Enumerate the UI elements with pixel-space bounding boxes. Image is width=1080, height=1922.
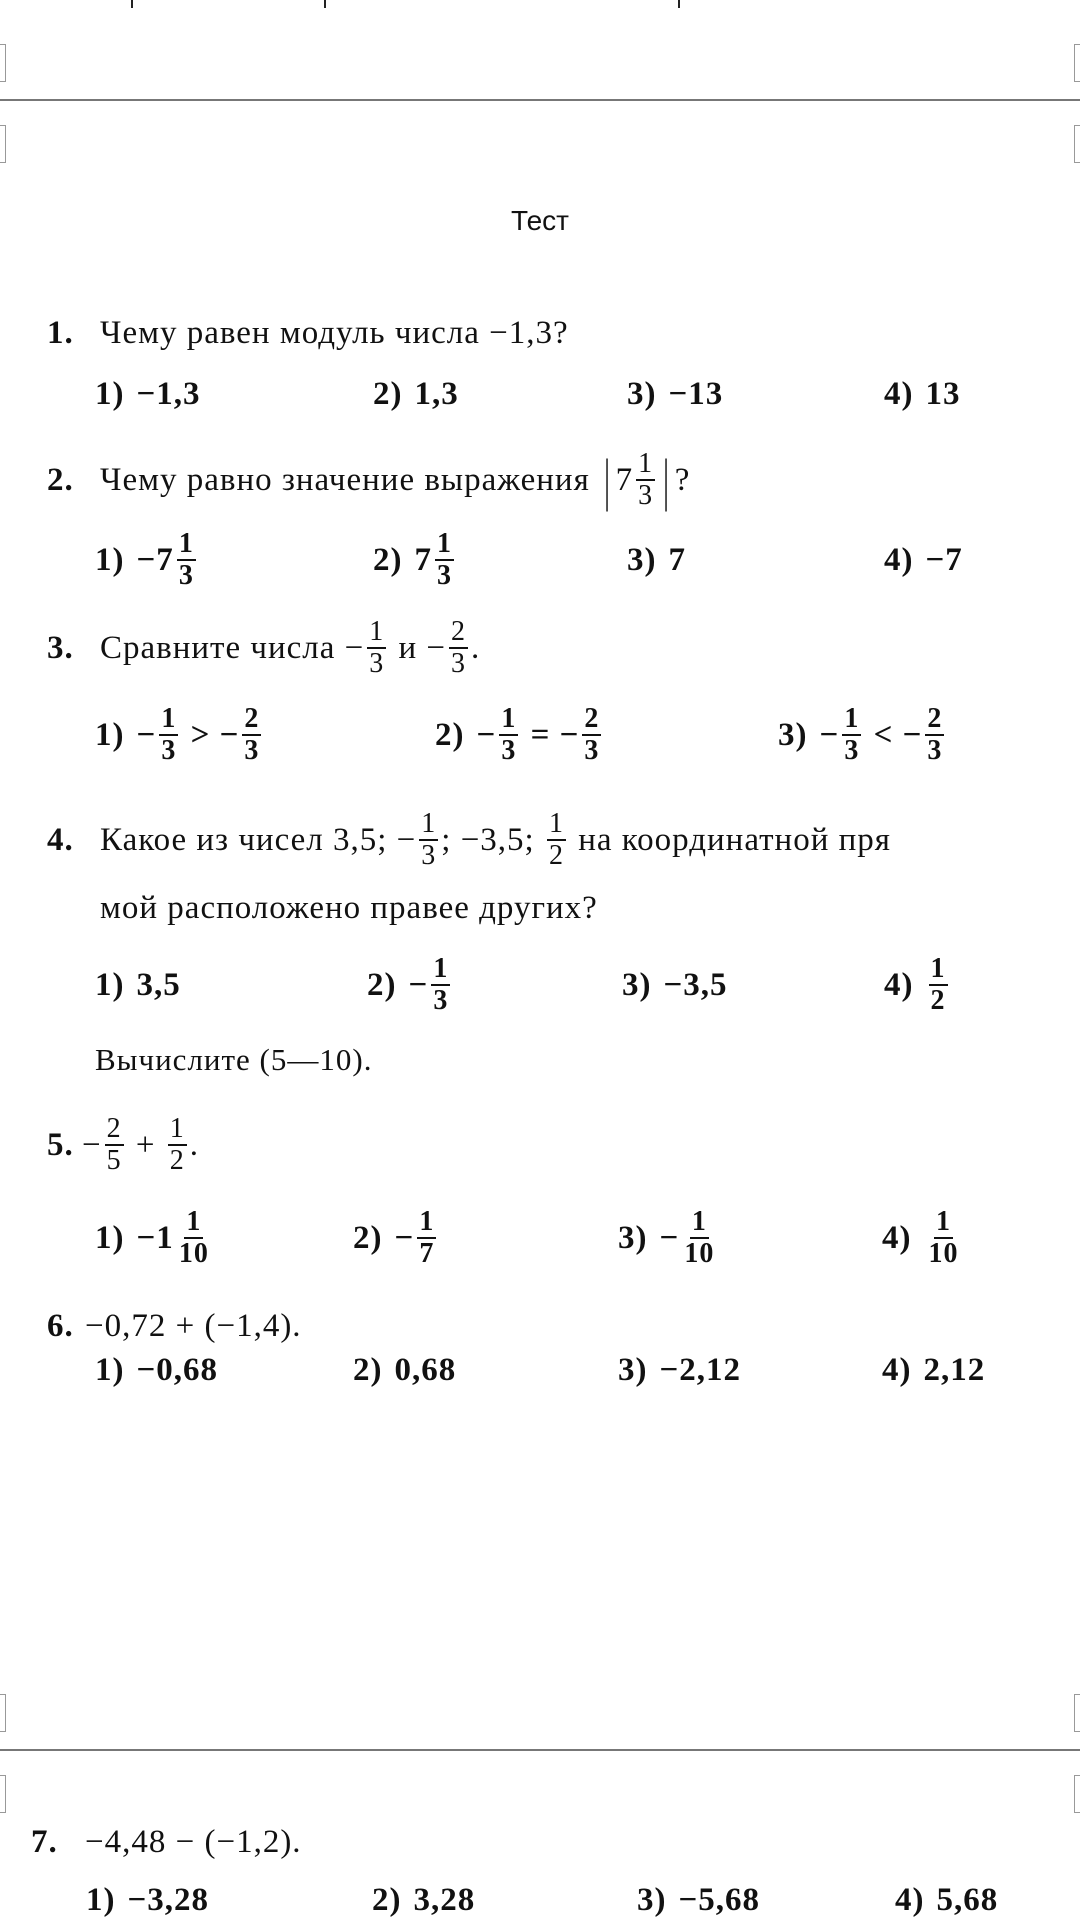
answer-option-label: 1) <box>95 1351 125 1388</box>
fraction <box>177 1207 211 1269</box>
page-corner-mark <box>0 44 6 82</box>
question-stem <box>100 311 569 355</box>
answer-option-2[interactable] <box>435 703 604 766</box>
answer-option-value <box>395 1352 457 1389</box>
question-stem <box>100 808 891 871</box>
fraction-numerator: 1 <box>161 703 177 734</box>
fraction-numerator: 1 <box>421 808 437 839</box>
math-text: на координатной пря <box>568 821 891 858</box>
answer-option-label: 4) <box>895 1881 925 1918</box>
answer-option-label: 1) <box>95 716 125 753</box>
math-text: − <box>408 966 429 1003</box>
answer-option-label: 1) <box>95 1219 125 1256</box>
fraction-numerator: 1 <box>638 448 654 479</box>
math-text: и − <box>389 629 447 666</box>
math-text: Чему равно значение выражения <box>100 461 600 498</box>
answer-option-value <box>409 954 454 1016</box>
question-stem <box>100 447 691 512</box>
answer-option-3[interactable] <box>627 372 723 416</box>
fraction-denominator: 7 <box>419 1238 435 1269</box>
fraction-denominator: 10 <box>684 1238 715 1269</box>
math-text: Чему равен модуль числа −1,3? <box>100 314 569 351</box>
fraction <box>547 809 566 871</box>
page-corner-mark <box>1074 1694 1080 1732</box>
answer-option-label: 2) <box>353 1351 383 1388</box>
math-text: −13 <box>668 375 724 412</box>
answer-option-label: 1) <box>95 966 125 1003</box>
math-text: −4,48 − (−1,2). <box>85 1823 302 1860</box>
answer-option-label: 4) <box>882 1351 912 1388</box>
answer-option-value <box>395 1207 440 1269</box>
answer-option-4[interactable] <box>884 953 951 1016</box>
answer-option-value <box>926 542 963 579</box>
fraction-denominator: 3 <box>369 648 385 679</box>
page-corner-mark <box>1074 1775 1080 1813</box>
fraction-numerator: 1 <box>178 528 194 559</box>
fraction-numerator: 2 <box>451 616 467 647</box>
fraction <box>435 529 454 591</box>
fraction-denominator: 3 <box>161 735 177 766</box>
math-text: 5,68 <box>936 1881 999 1918</box>
page-edge-mark <box>324 0 326 8</box>
math-text: 3,5 <box>136 966 181 1003</box>
answer-option-value <box>414 1882 476 1919</box>
fraction-denominator: 3 <box>178 560 194 591</box>
fraction-numerator: 1 <box>936 1206 951 1237</box>
fraction <box>842 704 861 766</box>
fraction-denominator: 3 <box>433 985 449 1016</box>
fraction-denominator: 2 <box>930 985 946 1016</box>
answer-option-value <box>415 376 459 413</box>
math-text: 0,68 <box>394 1351 457 1388</box>
answer-option-value <box>937 1882 999 1919</box>
answer-option-value <box>926 376 961 413</box>
answer-option-value <box>137 704 265 766</box>
math-text: −7 <box>136 541 174 578</box>
math-text: 13 <box>925 375 961 412</box>
answer-option-2[interactable] <box>372 1878 475 1922</box>
answer-option-label: 1) <box>95 541 125 578</box>
fraction-numerator: 1 <box>169 1113 185 1144</box>
question-number: 6. <box>47 1307 74 1344</box>
page-corner-mark <box>1074 125 1080 163</box>
fraction-denominator: 2 <box>548 840 564 871</box>
math-text: = − <box>521 716 580 753</box>
fraction-numerator: 2 <box>106 1113 122 1144</box>
math-text: − <box>394 1219 415 1256</box>
answer-option-3[interactable] <box>618 1348 741 1392</box>
question-number: 7. <box>31 1823 58 1860</box>
fraction-denominator: 3 <box>638 480 654 511</box>
fraction-denominator: 3 <box>584 735 600 766</box>
fraction <box>927 1207 961 1269</box>
page-separator <box>0 99 1080 101</box>
answer-option-4[interactable] <box>882 1206 964 1269</box>
answer-option-value <box>137 529 199 591</box>
question-stem <box>82 1113 199 1176</box>
section-note-text: Вычислите (5—10). <box>95 1042 373 1077</box>
math-text: −2,12 <box>659 1351 742 1388</box>
fraction-numerator: 1 <box>844 703 860 734</box>
page-separator <box>0 1749 1080 1751</box>
answer-option-value <box>660 1207 720 1269</box>
fraction-denominator: 3 <box>437 560 452 591</box>
fraction-denominator: 10 <box>928 1238 959 1269</box>
answer-option-value <box>679 1882 761 1919</box>
math-text: 7 <box>414 541 432 578</box>
answer-option-label: 2) <box>373 375 403 412</box>
fraction-numerator: 1 <box>369 616 385 647</box>
fraction-denominator: 3 <box>421 840 437 871</box>
math-text: 7 <box>615 461 634 498</box>
fraction <box>417 1207 436 1269</box>
answer-option-value <box>660 1352 742 1389</box>
answer-option-1[interactable] <box>95 372 201 416</box>
answer-option-label: 4) <box>884 541 914 578</box>
answer-option-value <box>669 376 724 413</box>
fraction-numerator: 1 <box>437 528 452 559</box>
math-text: ? <box>674 461 691 498</box>
fraction <box>929 954 948 1016</box>
fraction <box>925 704 944 766</box>
answer-option-value <box>128 1882 210 1919</box>
answer-option-label: 3) <box>637 1881 667 1918</box>
answer-option-label: 3) <box>778 716 808 753</box>
answer-option-3[interactable] <box>618 1206 719 1269</box>
fraction <box>499 704 518 766</box>
fraction-numerator: 1 <box>186 1206 202 1237</box>
answer-option-4[interactable] <box>895 1878 998 1922</box>
question-stem <box>85 1820 302 1864</box>
math-text: 2,12 <box>923 1351 986 1388</box>
math-text: . <box>471 629 481 666</box>
fraction <box>168 1114 187 1176</box>
answer-option-value <box>926 954 951 1016</box>
answer-option-label: 1) <box>95 375 125 412</box>
answer-option-value <box>477 704 605 766</box>
page-title: Тест <box>511 205 569 236</box>
fraction <box>177 529 196 591</box>
fraction-numerator: 2 <box>244 703 260 734</box>
page-edge-mark <box>131 0 133 8</box>
fraction-numerator: 1 <box>501 703 517 734</box>
fraction-denominator: 10 <box>178 1238 209 1269</box>
answer-option-label: 1) <box>86 1881 116 1918</box>
answer-option-label: 4) <box>882 1219 912 1256</box>
fraction-numerator: 2 <box>927 703 943 734</box>
answer-option-label: 3) <box>618 1351 648 1388</box>
question-number: 5. <box>47 1126 74 1163</box>
absolute-value-bar: | <box>604 447 611 512</box>
answer-option-3[interactable] <box>778 703 947 766</box>
math-text: −0,68 <box>136 1351 219 1388</box>
math-text: − <box>819 716 840 753</box>
answer-option-1[interactable] <box>95 528 199 591</box>
answer-option-2[interactable] <box>353 1348 456 1392</box>
math-text: 1,3 <box>414 375 459 412</box>
math-text: 3,28 <box>413 1881 476 1918</box>
answer-option-value <box>924 1352 986 1389</box>
math-text: −3,28 <box>127 1881 210 1918</box>
page-corner-mark <box>1074 44 1080 82</box>
math-text: Какое из чисел 3,5; − <box>100 821 417 858</box>
page-edge-mark <box>678 0 680 8</box>
page-corner-mark <box>0 1694 6 1732</box>
fraction <box>105 1114 124 1176</box>
answer-option-label: 3) <box>618 1219 648 1256</box>
question-stem <box>100 616 481 679</box>
math-text: + <box>126 1126 165 1163</box>
fraction <box>682 1207 716 1269</box>
answer-option-2[interactable] <box>367 953 453 1016</box>
math-text: 7 <box>668 541 686 578</box>
math-text: − <box>476 716 497 753</box>
math-text: −0,72 + (−1,4). <box>85 1307 302 1344</box>
fraction <box>367 617 386 679</box>
question-stem <box>85 1304 302 1348</box>
math-text: −3,5 <box>663 966 728 1003</box>
answer-option-label: 2) <box>373 541 403 578</box>
answer-option-value <box>137 967 181 1004</box>
page-corner-mark <box>0 1775 6 1813</box>
answer-option-4[interactable] <box>882 1348 985 1392</box>
math-text: − <box>659 1219 680 1256</box>
section-note <box>95 1038 372 1082</box>
fraction-numerator: 1 <box>691 1206 707 1237</box>
answer-option-1[interactable] <box>95 1348 218 1392</box>
answer-option-2[interactable] <box>373 528 457 591</box>
answer-option-2[interactable] <box>373 372 459 416</box>
math-text: −1,3 <box>136 375 201 412</box>
fraction <box>449 617 468 679</box>
question-number: 2. <box>47 461 74 498</box>
fraction <box>419 809 438 871</box>
answer-option-label: 3) <box>627 541 657 578</box>
answer-option-value <box>924 1207 964 1269</box>
fraction-numerator: 1 <box>930 953 946 984</box>
question-number: 3. <box>47 629 74 666</box>
question-number: 1. <box>47 314 74 351</box>
answer-option-1[interactable] <box>95 963 181 1007</box>
question-number: 4. <box>47 821 74 858</box>
answer-option-value <box>669 542 687 579</box>
answer-option-4[interactable] <box>884 538 963 582</box>
answer-option-label: 3) <box>627 375 657 412</box>
answer-option-value <box>820 704 948 766</box>
math-text: −7 <box>925 541 963 578</box>
fraction-denominator: 3 <box>927 735 943 766</box>
math-text: . <box>189 1126 199 1163</box>
fraction-numerator: 1 <box>433 953 449 984</box>
fraction-denominator: 3 <box>451 648 467 679</box>
fraction-numerator: 1 <box>419 1206 435 1237</box>
fraction <box>431 954 450 1016</box>
fraction-denominator: 3 <box>844 735 860 766</box>
fraction <box>582 704 601 766</box>
math-text: −5,68 <box>678 1881 761 1918</box>
answer-option-3[interactable] <box>637 1878 760 1922</box>
math-text: < − <box>864 716 923 753</box>
answer-option-3[interactable] <box>622 963 728 1007</box>
answer-option-label: 2) <box>367 966 397 1003</box>
answer-option-3[interactable] <box>627 538 686 582</box>
fraction-denominator: 2 <box>169 1145 185 1176</box>
fraction <box>636 449 655 511</box>
fraction-denominator: 3 <box>244 735 260 766</box>
fraction <box>242 704 261 766</box>
math-text: − <box>136 716 157 753</box>
answer-option-label: 2) <box>372 1881 402 1918</box>
answer-option-value <box>137 376 201 413</box>
fraction-numerator: 1 <box>548 808 564 839</box>
answer-option-value <box>137 1207 214 1269</box>
fraction-denominator: 3 <box>501 735 517 766</box>
page-corner-mark <box>0 125 6 163</box>
math-text: Сравните числа − <box>100 629 365 666</box>
answer-option-value <box>664 967 728 1004</box>
fraction-denominator: 5 <box>106 1145 122 1176</box>
fraction-numerator: 2 <box>584 703 600 734</box>
answer-option-label: 4) <box>884 966 914 1003</box>
fraction <box>159 704 178 766</box>
math-text: ; −3,5; <box>441 821 544 858</box>
answer-option-1[interactable] <box>86 1878 209 1922</box>
math-text: − <box>82 1126 102 1163</box>
answer-option-4[interactable] <box>884 372 961 416</box>
answer-option-1[interactable] <box>95 703 264 766</box>
absolute-value-bar: | <box>663 447 670 512</box>
math-text: > − <box>181 716 240 753</box>
answer-option-label: 4) <box>884 375 914 412</box>
answer-option-label: 3) <box>622 966 652 1003</box>
answer-option-label: 2) <box>435 716 465 753</box>
answer-option-1[interactable] <box>95 1206 214 1269</box>
question-stem-continuation: мой расположено правее других? <box>100 889 598 926</box>
answer-option-value <box>415 529 458 591</box>
answer-option-label: 2) <box>353 1219 383 1256</box>
answer-option-2[interactable] <box>353 1206 439 1269</box>
math-text: −1 <box>136 1219 174 1256</box>
answer-option-value <box>137 1352 219 1389</box>
